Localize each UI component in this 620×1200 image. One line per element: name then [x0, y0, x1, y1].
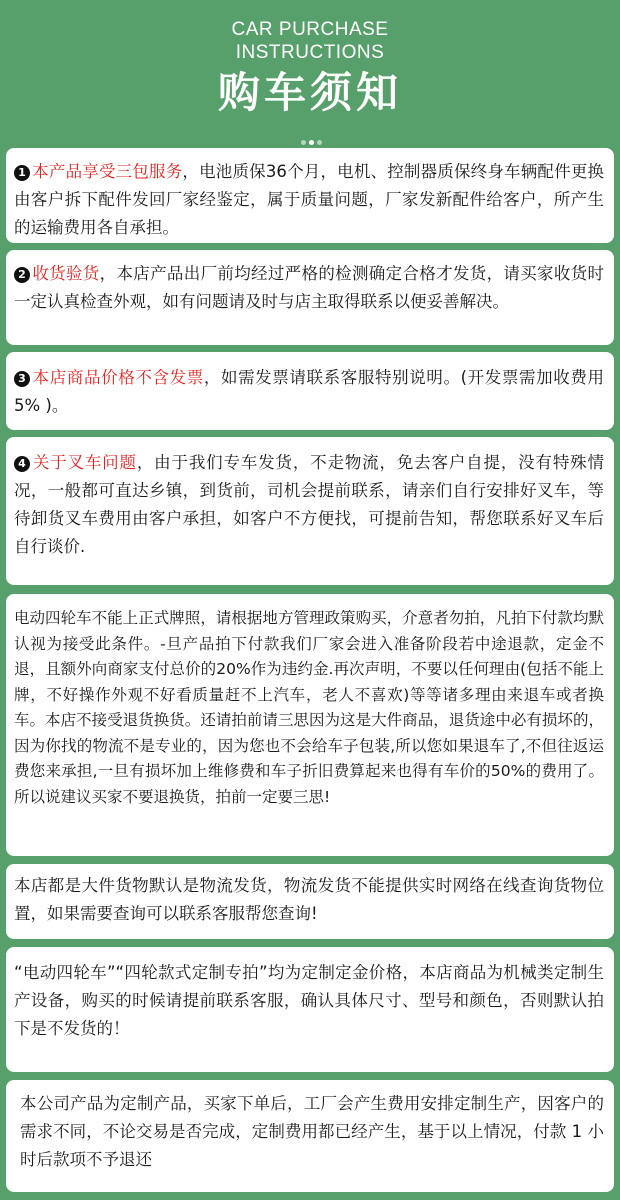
refund-text: 本公司产品为定制产品，买家下单后，工厂会产生费用安排定制生产，因客户的需求不同，不论交易是否完成，定制费用都已经产生，基于以上情况，付款 1 小时后款项不予退还	[20, 1094, 604, 1169]
number-badge: 3	[14, 371, 30, 387]
notice-text: ，如需发票请联系客服特别说明。(开发票需加收费用5% )。	[14, 368, 605, 415]
notice-card-2	[6, 250, 614, 345]
notice-highlight: 本产品享受三包服务	[32, 162, 183, 181]
notice-text: ，本店产品出厂前均经过严格的检测确定合格才发货，请买家收货时一定认真检查外观，如有问题请及时与店主取得联系以便妥善解决。	[14, 264, 605, 311]
notice-card-1	[6, 148, 614, 243]
number-badge: 4	[14, 456, 30, 472]
page-title: 购车须知	[217, 68, 402, 117]
number-badge: 2	[14, 267, 30, 283]
notice-text: ，由于我们专车发货，不走物流，免去客户自提，没有特殊情况，一般都可直达乡镇，到货前，司机会提前联系，请亲们自行安排好叉车，等待卸货叉车费用由客户承担，如客户不方便找，可提前告知，帮您联系好叉车后自行谈价.	[14, 453, 605, 556]
notice-card-4	[6, 437, 614, 585]
return-policy-card	[6, 594, 614, 856]
dot-icon	[301, 140, 306, 145]
notice-highlight: 收货验货	[32, 264, 100, 283]
dot-icon	[317, 140, 322, 145]
logistics-card	[6, 864, 614, 939]
number-badge: 1	[14, 165, 30, 181]
custom-order-text: “电动四轮车”“四轮款式定制专拍”均为定制定金价格，本店商品为机械类定制生产设备，购买的时候请提前联系客服，确认具体尺寸、型号和颜色，否则默认拍下是不发货的！	[14, 963, 604, 1038]
page-header	[0, 0, 620, 145]
logistics-text: 本店都是大件货物默认是物流发货，物流发货不能提供实时网络在线查询货物位置，如果需要查询可以联系客服帮您查询!	[14, 876, 604, 923]
notice-highlight: 关于叉车问题	[32, 453, 137, 472]
notice-highlight: 本店商品价格不含发票	[32, 368, 204, 387]
decorative-dots	[298, 130, 328, 136]
refund-card	[6, 1080, 614, 1192]
subtitle-line-1: CAR PURCHASE	[231, 19, 389, 40]
notice-text: ，电池质保36个月，电机、控制器质保终身车辆配件更换由客户拆下配件发回厂家经鉴定，属于质量问题，厂家发新配件给客户，所产生的运输费用各自承担。	[14, 162, 605, 237]
english-subtitle	[0, 18, 620, 64]
return-policy-text: 电动四轮车不能上正式牌照，请根据地方管理政策购买，介意者勿拍，凡拍下付款均默认视为接受此条件。-旦产品拍下付款我们厂家会进入准备阶段若中途退款，定金不退，且额外向商家支付总价的20%作为违约金.再次声明，不要以任何理由(包括不能上牌，不好操作外观不好看质量赶不上汽车，老人不喜欢)等等诸多理由来退车或者换车。本店不接受退货换货。还请拍前请三思因为这是大件商品，退货途中必有损坏的，因为你找的物流不是专业的，因为您也不会给车子包装,所以您如果退车了,不但往返运费您来承担,一旦有损坏加上维修费和车子折旧费算起来也得有车价的50%的费用了。所以说建议买家不要退换货，拍前一定要三思!	[14, 609, 604, 806]
notice-card-3	[6, 352, 614, 430]
custom-order-card	[6, 947, 614, 1072]
subtitle-line-2: INSTRUCTIONS	[235, 42, 385, 63]
dot-icon	[309, 140, 314, 145]
